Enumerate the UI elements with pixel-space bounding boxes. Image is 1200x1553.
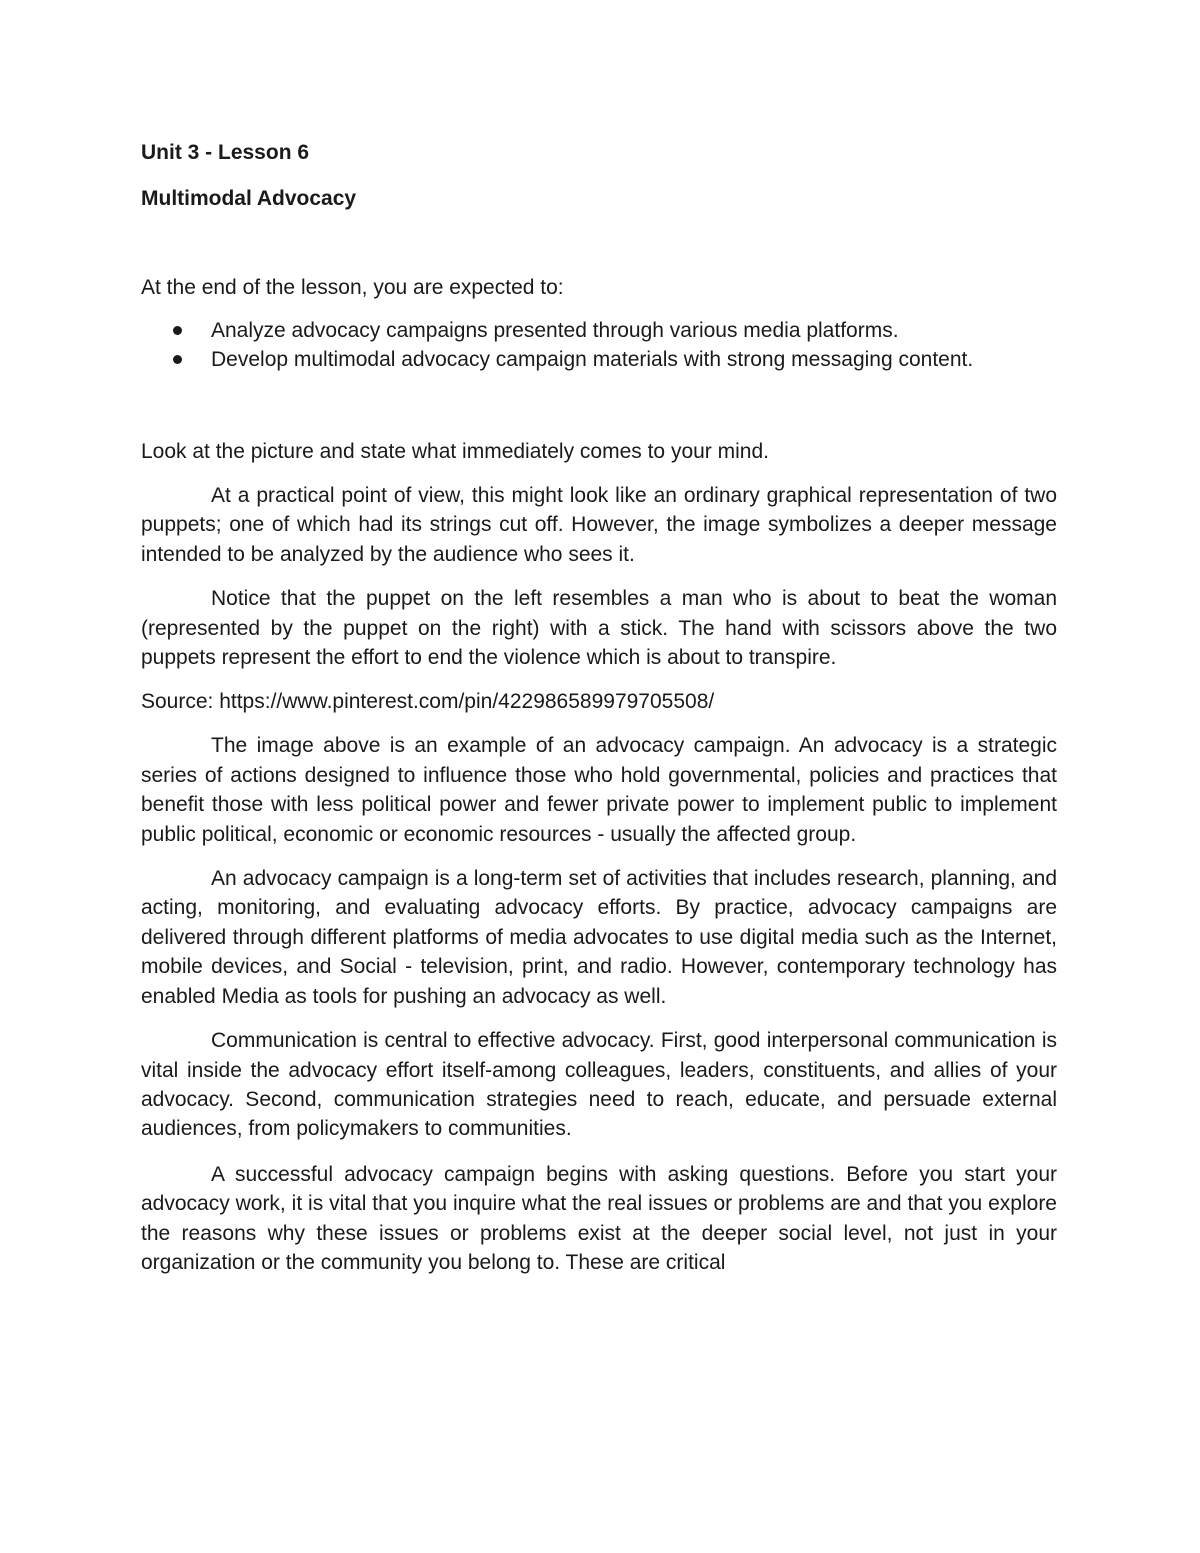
lesson-title: Multimodal Advocacy [141,187,357,210]
body-paragraph: A successful advocacy campaign begins with asking questions. Before you start your advocacy work, it is vital that you inquire what the real issues or problems are and that you explore the reasons why these issues or problems exist at the deeper social level, not just in your organization or the community you belong to. These are critical [141,1162,1057,1274]
body-paragraph: At a practical point of view, this might look like an ordinary graphical representation of two puppets; one of which had its strings cut off. However, the image symbolizes a deeper message intended to be analyzed by the audience who sees it. [141,484,1057,566]
objectives-list [141,316,1057,374]
source-citation: Source: https://www.pinterest.com/pin/422986589979705508/ [141,690,715,714]
unit-label: Unit 3 - Lesson 6 [141,141,310,164]
picture-prompt: Look at the picture and state what immediately comes to your mind. [141,440,769,463]
body-paragraph: The image above is an example of an advocacy campaign. An advocacy is a strategic series of actions designed to influence those who hold governmental, policies and practices that benefit those with less political power and fewer private power to implement public to implement public political, economic or economic resources - usually the affected group. [141,734,1057,846]
objective-item [141,316,1057,345]
objective-item [141,345,1057,374]
objectives-intro: At the end of the lesson, you are expected to: [141,276,564,299]
document-page [141,138,1057,1277]
bullet-icon [173,355,182,364]
objective-text: Analyze advocacy campaigns presented through various media platforms. [211,319,899,342]
body-paragraph: An advocacy campaign is a long-term set of activities that includes research, planning, and acting, monitoring, and evaluating advocacy efforts. By practice, advocacy campaigns are delivered through different platforms of media advocates to use digital media such as the Internet, mobile devices, and Social - television, print, and radio. However, contemporary technology has enabled Media as tools for pushing an advocacy as well. [141,867,1057,1008]
body-paragraph: Notice that the puppet on the left resembles a man who is about to beat the woman (represented by the puppet on the right) with a stick. The hand with scissors above the two puppets represent the effort to end the violence which is about to transpire. [141,587,1057,670]
body-paragraph: Communication is central to effective advocacy. First, good interpersonal communication is vital inside the advocacy effort itself-among colleagues, leaders, constituents, and allies of your advocacy. Second, communication strategies need to reach, educate, and persuade external audiences, from policymakers to communities. [141,1029,1057,1141]
bullet-icon [173,326,182,335]
objective-text: Develop multimodal advocacy campaign materials with strong messaging content. [211,348,974,371]
